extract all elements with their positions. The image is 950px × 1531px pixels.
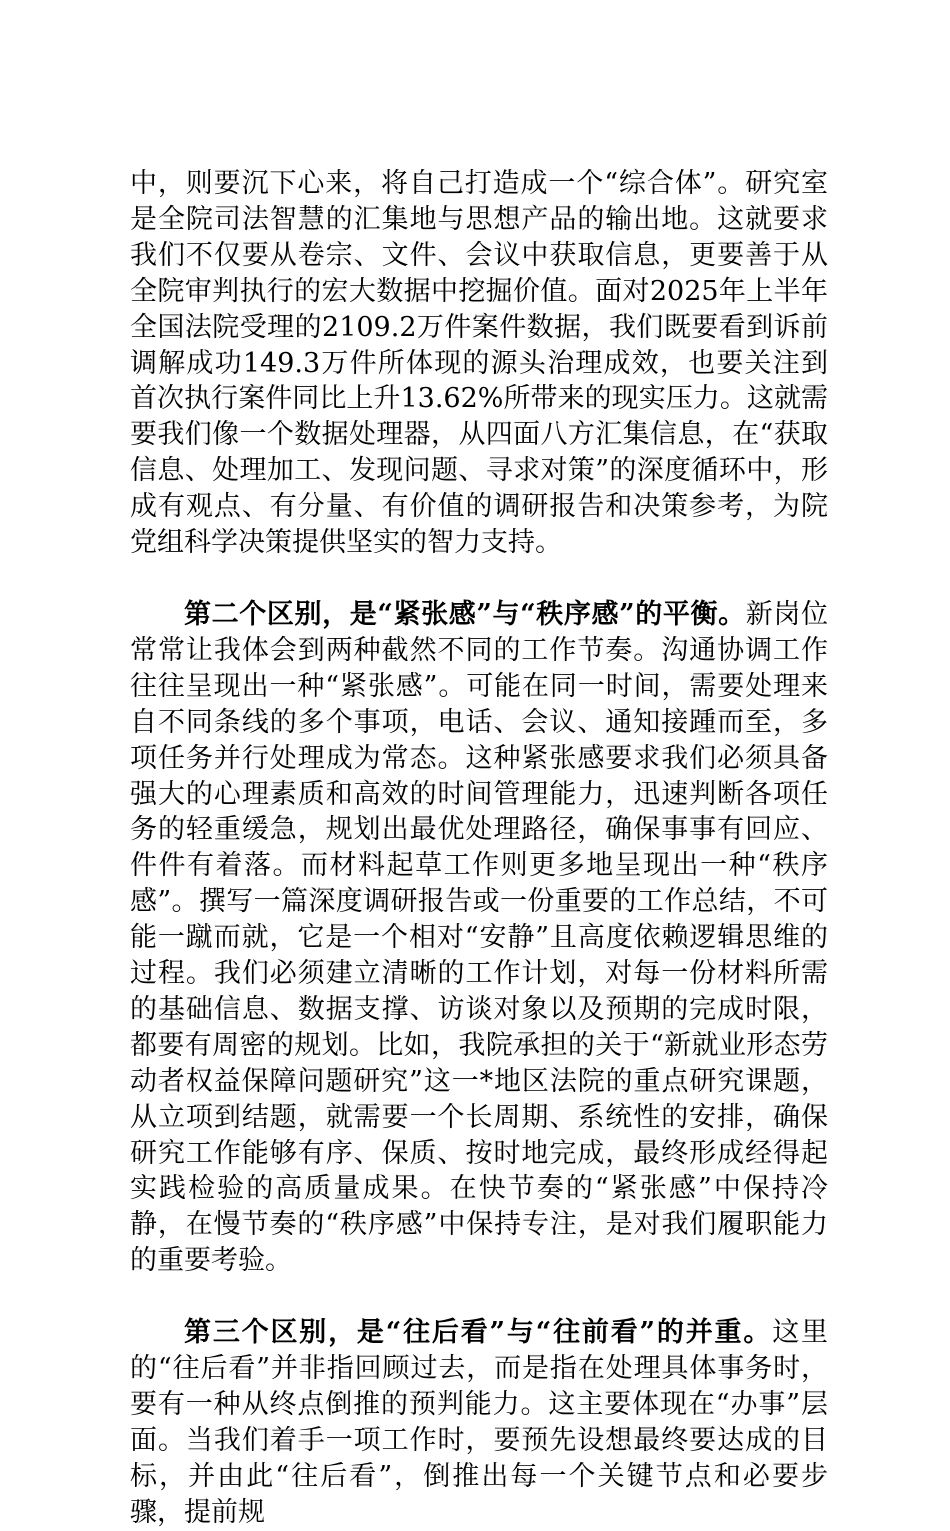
document-page	[130, 166, 828, 1531]
paragraph-2-heading: 第二个区别，是“紧张感”与“秩序感”的平衡。	[184, 598, 746, 630]
paragraph-3-body: 这里的“往后看”并非指回顾过去，而是指在处理具体事务时，要有一种从终点倒推的预判能力。这主要体现在“办事”层面。当我们着手一项工作时，要预先设想最终要达成的目标，并由此“往后看”，倒推出每一个关键节点和必要步骤，提前规	[130, 1317, 829, 1528]
paragraph-2	[130, 597, 828, 1279]
paragraph-3-heading: 第三个区别，是“往后看”与“往前看”的并重。	[184, 1317, 773, 1349]
paragraph-3	[130, 1315, 828, 1530]
paragraph-2-body: 新岗位常常让我体会到两种截然不同的工作节奏。沟通协调工作往往呈现出一种“紧张感”。可能在同一时间，需要处理来自不同条线的多个事项，电话、会议、通知接踵而至，多项任务并行处理成为常态。这种紧张感要求我们必须具备强大的心理素质和高效的时间管理能力，迅速判断各项任务的轻重缓急，规划出最优处理路径，确保事事有回应、件件有着落。而材料起草工作则更多地呈现出一种“秩序感”。撰写一篇深度调研报告或一份重要的工作总结，不可能一蹴而就，它是一个相对“安静”且高度依赖逻辑思维的过程。我们必须建立清晰的工作计划，对每一份材料所需的基础信息、数据支撑、访谈对象以及预期的完成时限，都要有周密的规划。比如，我院承担的关于“新就业形态劳动者权益保障问题研究”这一*地区法院的重点研究课题，从立项到结题，就需要一个长周期、系统性的安排，确保研究工作能够有序、保质、按时地完成，最终形成经得起实践检验的高质量成果。在快节奏的“紧张感”中保持冷静，在慢节奏的“秩序感”中保持专注，是对我们履职能力的重要考验。	[130, 598, 829, 1277]
paragraph-1	[130, 166, 828, 561]
paragraph-1-body: 中，则要沉下心来，将自己打造成一个“综合体”。研究室是全院司法智慧的汇集地与思想产品的输出地。这就要求我们不仅要从卷宗、文件、会议中获取信息，更要善于从全院审判执行的宏大数据中挖掘价值。面对2025年上半年全国法院受理的2109.2万件案件数据，我们既要看到诉前调解成功149.3万件所体现的源头治理成效，也要关注到首次执行案件同比上升13.62%所带来的现实压力。这就需要我们像一个数据处理器，从四面八方汇集信息，在“获取信息、处理加工、发现问题、寻求对策”的深度循环中，形成有观点、有分量、有价值的调研报告和决策参考，为院党组科学决策提供坚实的智力支持。	[130, 168, 828, 559]
